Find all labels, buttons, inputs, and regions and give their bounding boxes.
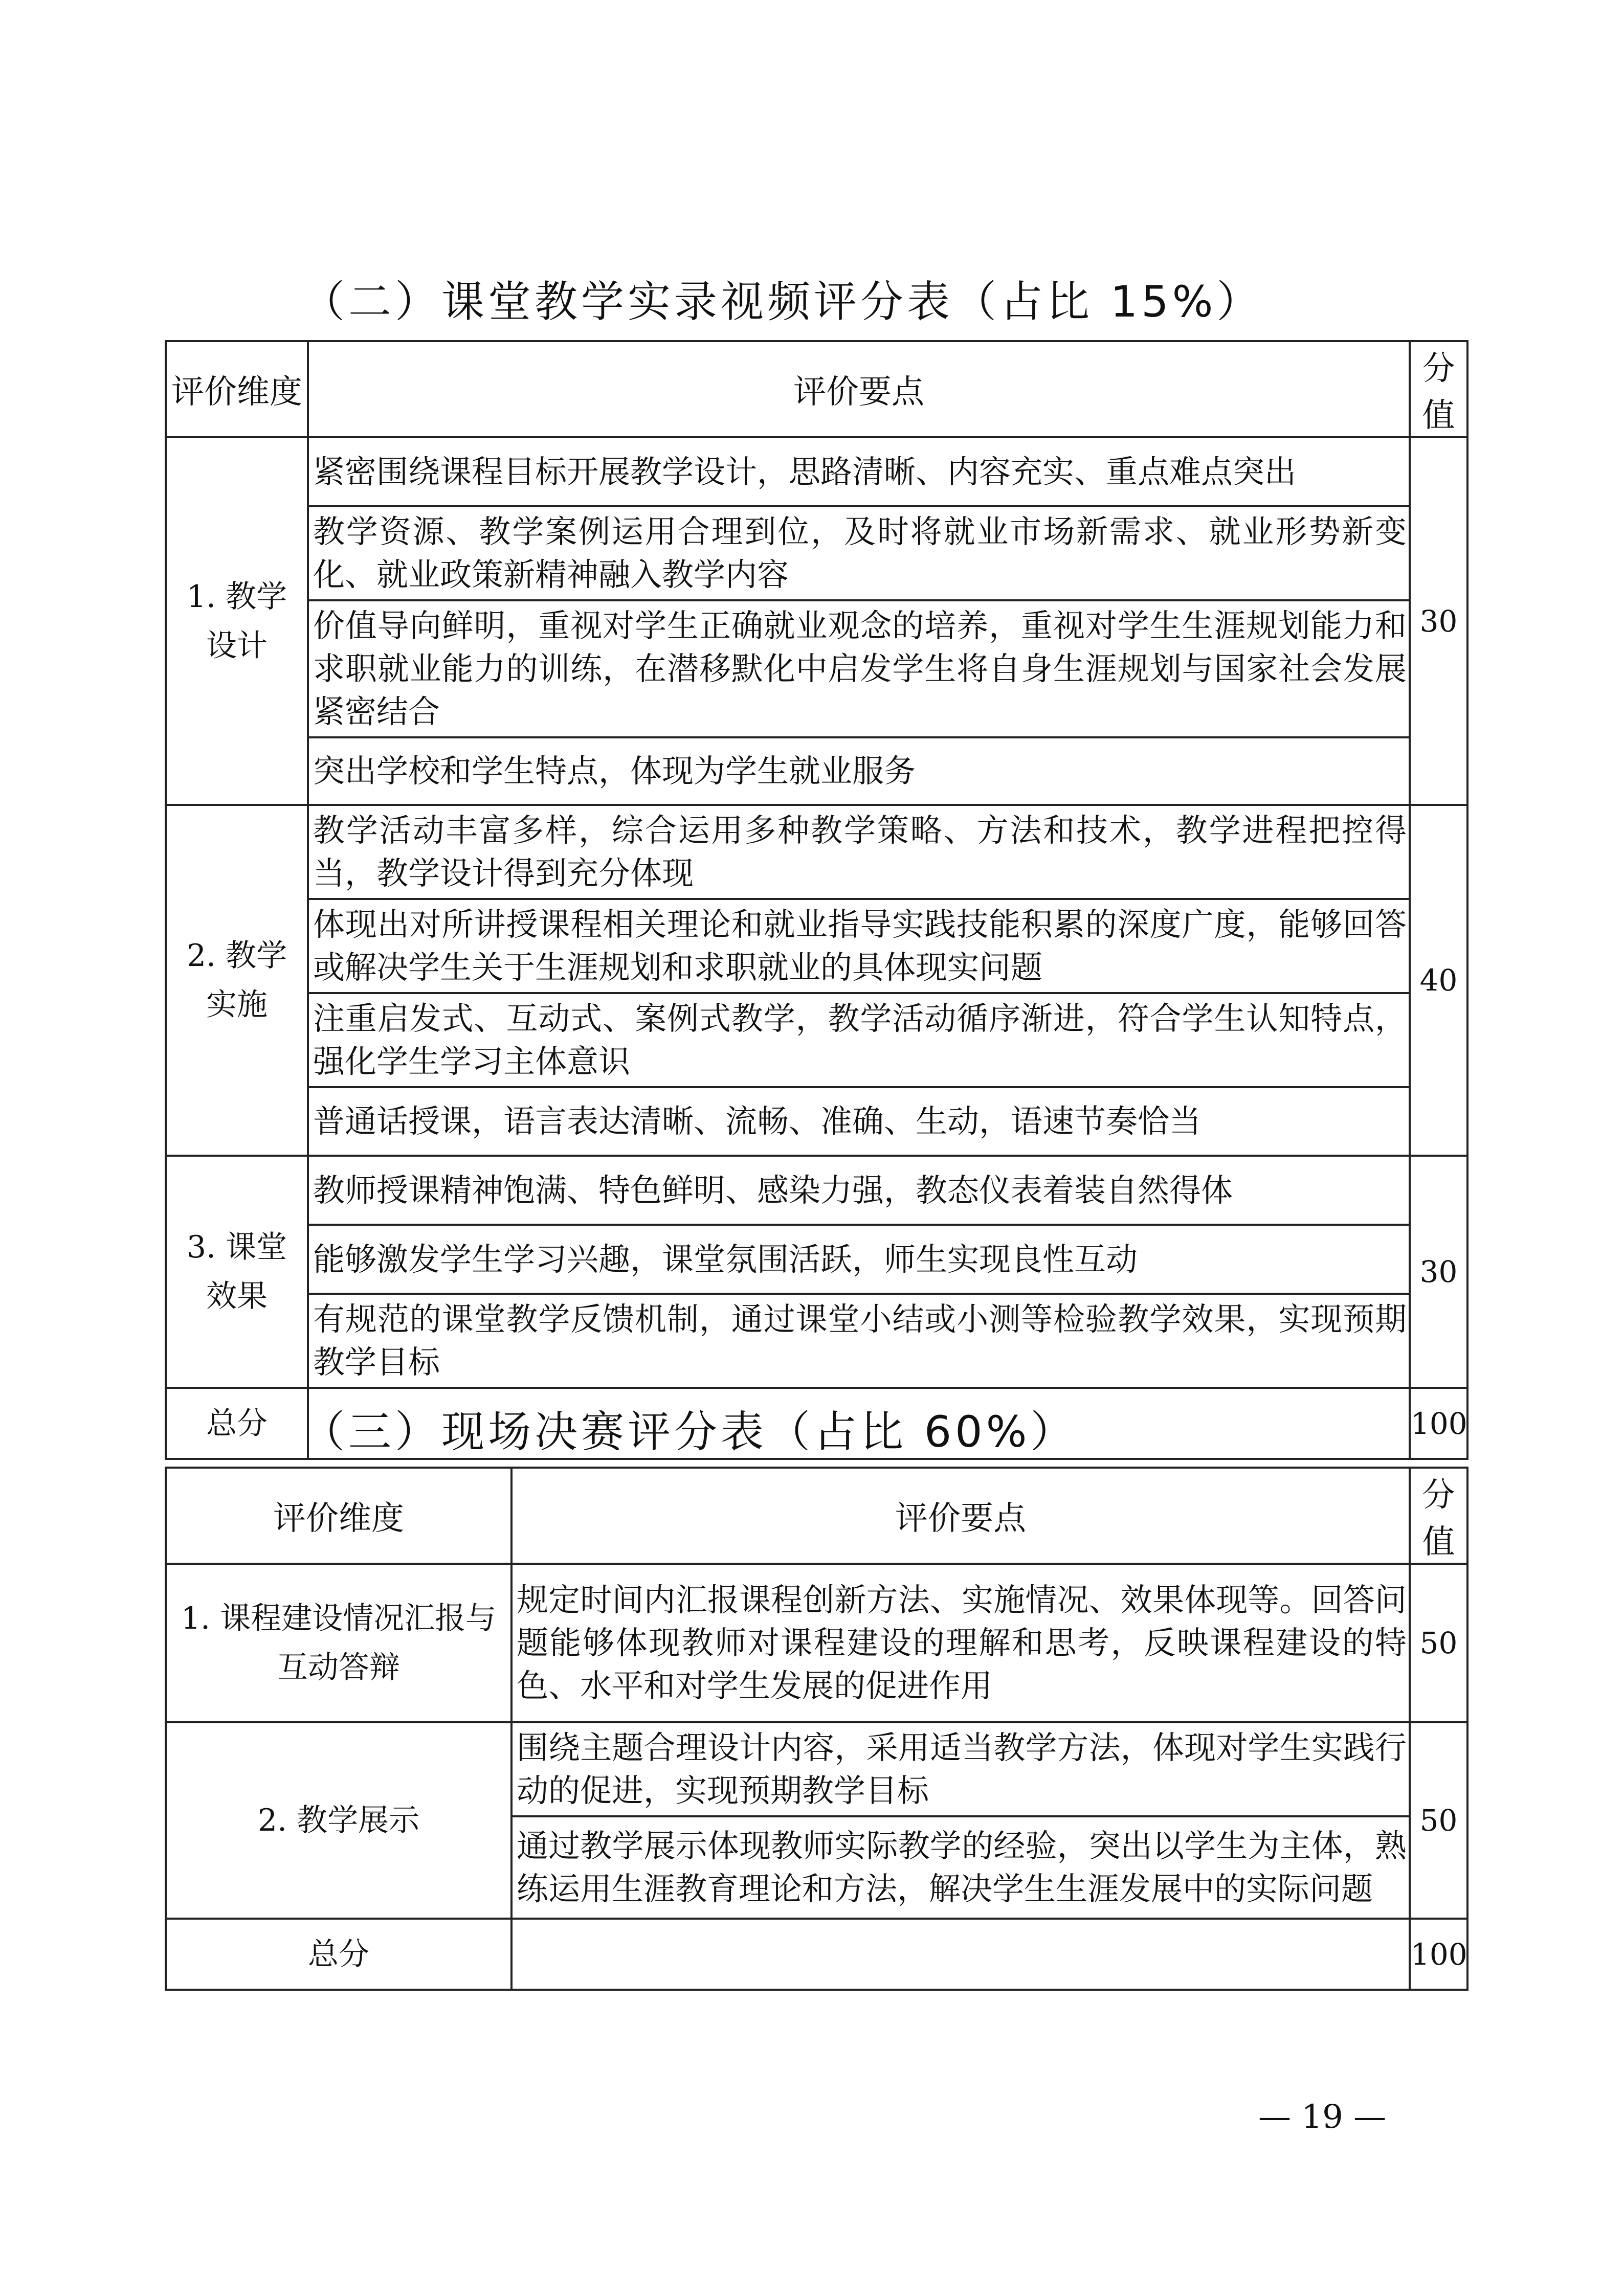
table-row [166, 993, 1467, 1087]
table-row [166, 805, 1467, 899]
header-score: 分值 [1410, 341, 1467, 437]
table-row [166, 1156, 1467, 1225]
score-cell: 30 [1410, 437, 1467, 805]
point-cell: 有规范的课堂教学反馈机制，通过课堂小结或小测等检验教学效果，实现预期教学目标 [308, 1294, 1410, 1388]
total-label: 总分 [166, 1919, 511, 1990]
dimension-cell: 1. 教学 设计 [166, 437, 308, 805]
table-row [166, 1564, 1467, 1722]
header-score: 分值 [1410, 1468, 1467, 1564]
header-dimension: 评价维度 [166, 1468, 511, 1564]
table-row [166, 1087, 1467, 1156]
total-empty-cell [511, 1919, 1410, 1990]
section2-title: （二）课堂教学实录视频评分表（占比 15%） [302, 277, 1263, 327]
point-cell: 能够激发学生学习兴趣，课堂氛围活跃，师生实现良性互动 [308, 1225, 1410, 1294]
table-row [166, 1225, 1467, 1294]
point-cell: 突出学校和学生特点，体现为学生就业服务 [308, 737, 1410, 805]
header-points: 评价要点 [308, 341, 1410, 437]
total-row [166, 1919, 1467, 1990]
score-cell: 40 [1410, 805, 1467, 1156]
table-row [166, 506, 1467, 600]
point-cell: 教师授课精神饱满、特色鲜明、感染力强，教态仪表着装自然得体 [308, 1156, 1410, 1225]
point-cell: 价值导向鲜明，重视对学生正确就业观念的培养，重视对学生生涯规划能力和求职就业能力的训练，在潜移默化中启发学生将自身生涯规划与国家社会发展紧密结合 [308, 600, 1410, 737]
score-cell: 50 [1410, 1722, 1467, 1919]
table-row [166, 600, 1467, 737]
dimension-cell: 2. 教学 实施 [166, 805, 308, 1156]
point-cell: 通过教学展示体现教师实际教学的经验，突出以学生为主体，熟练运用生涯教育理论和方法，解决学生生涯发展中的实际问题 [511, 1816, 1410, 1919]
total-score: 100 [1410, 1388, 1467, 1459]
header-points: 评价要点 [511, 1468, 1410, 1564]
final-score-table [165, 1467, 1469, 1991]
score-cell: 30 [1410, 1156, 1467, 1388]
point-cell: 紧密围绕课程目标开展教学设计，思路清晰、内容充实、重点难点突出 [308, 437, 1410, 506]
total-score: 100 [1410, 1919, 1467, 1990]
header-dimension: 评价维度 [166, 341, 308, 437]
dimension-cell: 3. 课堂 效果 [166, 1156, 308, 1388]
dimension-cell: 2. 教学展示 [166, 1722, 511, 1919]
point-cell: 教学活动丰富多样，综合运用多种教学策略、方法和技术，教学进程把控得当，教学设计得到充分体现 [308, 805, 1410, 899]
score-cell: 50 [1410, 1564, 1467, 1722]
point-cell: 体现出对所讲授课程相关理论和就业指导实践技能积累的深度广度，能够回答或解决学生关于生涯规划和求职就业的具体现实问题 [308, 899, 1410, 993]
dimension-cell: 1. 课程建设情况汇报与 互动答辩 [166, 1564, 511, 1722]
point-cell: 教学资源、教学案例运用合理到位，及时将就业市场新需求、就业形势新变化、就业政策新精神融入教学内容 [308, 506, 1410, 600]
table-row [166, 737, 1467, 805]
section3-title: （三）现场决赛评分表（占比 60%） [302, 1407, 1077, 1457]
video-score-table [165, 340, 1469, 1460]
point-cell: 注重启发式、互动式、案例式教学，教学活动循序渐进，符合学生认知特点，强化学生学习主体意识 [308, 993, 1410, 1087]
table-header-row [166, 1468, 1467, 1564]
table-header-row [166, 341, 1467, 437]
page-number: — 19 — [1258, 2098, 1387, 2136]
total-label: 总分 [166, 1388, 308, 1459]
point-cell: 普通话授课，语言表达清晰、流畅、准确、生动，语速节奏恰当 [308, 1087, 1410, 1156]
table-row [166, 1722, 1467, 1816]
table-row [166, 899, 1467, 993]
table-row [166, 1294, 1467, 1388]
point-cell: 围绕主题合理设计内容，采用适当教学方法，体现对学生实践行动的促进，实现预期教学目标 [511, 1722, 1410, 1816]
point-cell: 规定时间内汇报课程创新方法、实施情况、效果体现等。回答问题能够体现教师对课程建设的理解和思考，反映课程建设的特色、水平和对学生发展的促进作用 [511, 1564, 1410, 1722]
table-row [166, 437, 1467, 506]
